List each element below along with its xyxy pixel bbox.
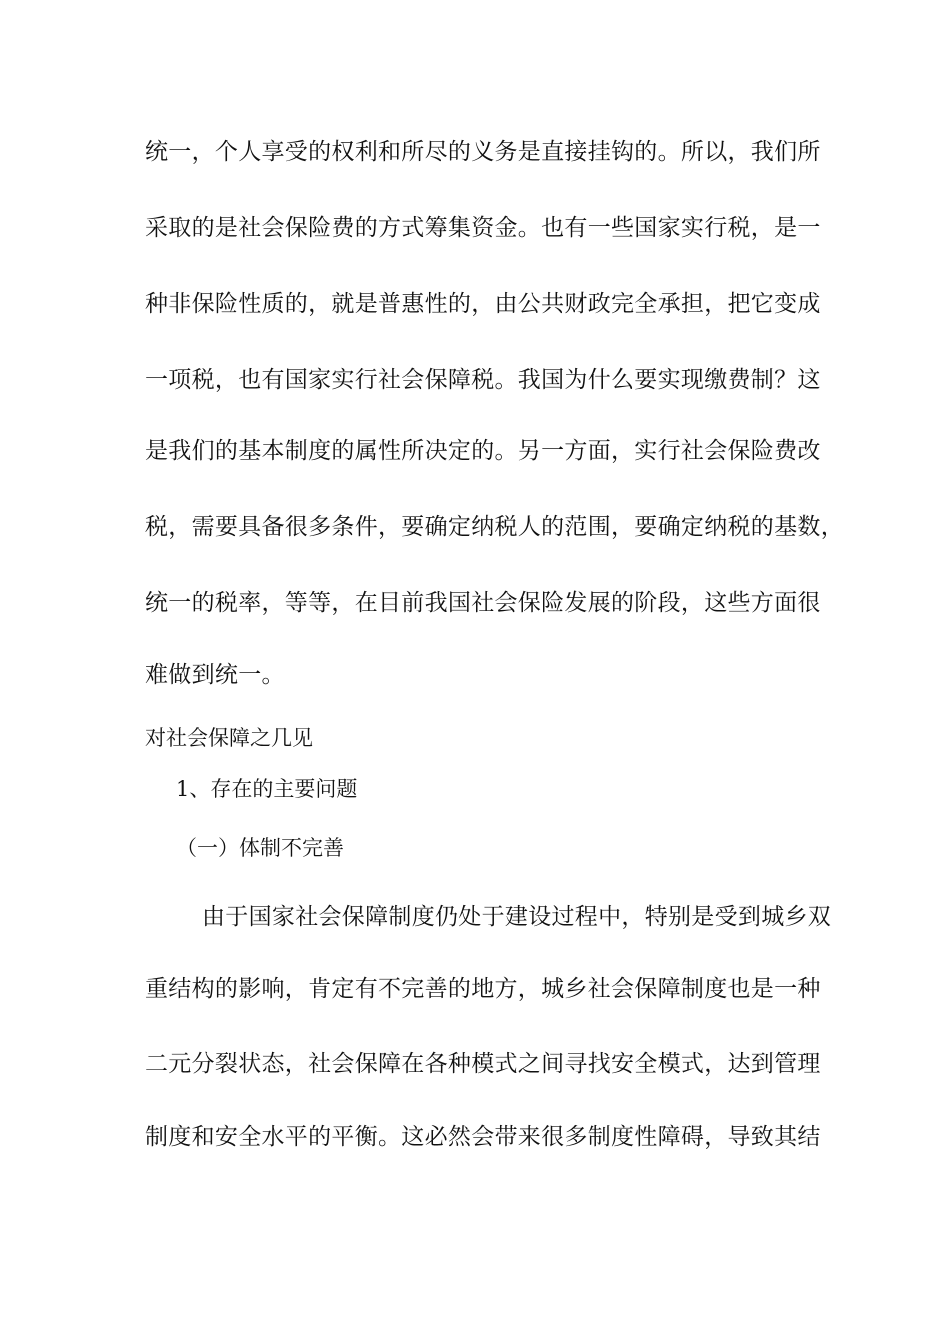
paragraph-line: 统一，个人享受的权利和所尽的义务是直接挂钩的。所以，我们所 [145,139,821,165]
section-title: 对社会保障之几见 [145,726,313,750]
paragraph-line: 税，需要具备很多条件，要确定纳税人的范围，要确定纳税的基数， [145,514,844,540]
paragraph-line: 由于国家社会保障制度仍处于建设过程中，特别是受到城乡双 [202,904,832,930]
paragraph-line: 是我们的基本制度的属性所决定的。另一方面，实行社会保险费改 [145,438,821,464]
paragraph-line: 难做到统一。 [145,662,285,688]
paragraph-line: 二元分裂状态，社会保障在各种模式之间寻找安全模式，达到管理 [145,1051,821,1077]
paragraph-line: 采取的是社会保险费的方式筹集资金。也有一些国家实行税，是一 [145,215,821,241]
subheading-main-problems: 1、存在的主要问题 [176,777,358,801]
paragraph-line: 种非保险性质的，就是普惠性的，由公共财政完全承担，把它变成 [145,291,821,317]
paragraph-line: 一项税，也有国家实行社会保障税。我国为什么要实现缴费制？这 [145,367,821,393]
subheading-system-imperfect: （一）体制不完善 [176,836,344,860]
paragraph-line: 重结构的影响，肯定有不完善的地方，城乡社会保障制度也是一种 [145,976,821,1002]
paragraph-line: 统一的税率，等等，在目前我国社会保险发展的阶段，这些方面很 [145,590,821,616]
paragraph-line: 制度和安全水平的平衡。这必然会带来很多制度性障碍，导致其结 [145,1124,821,1150]
